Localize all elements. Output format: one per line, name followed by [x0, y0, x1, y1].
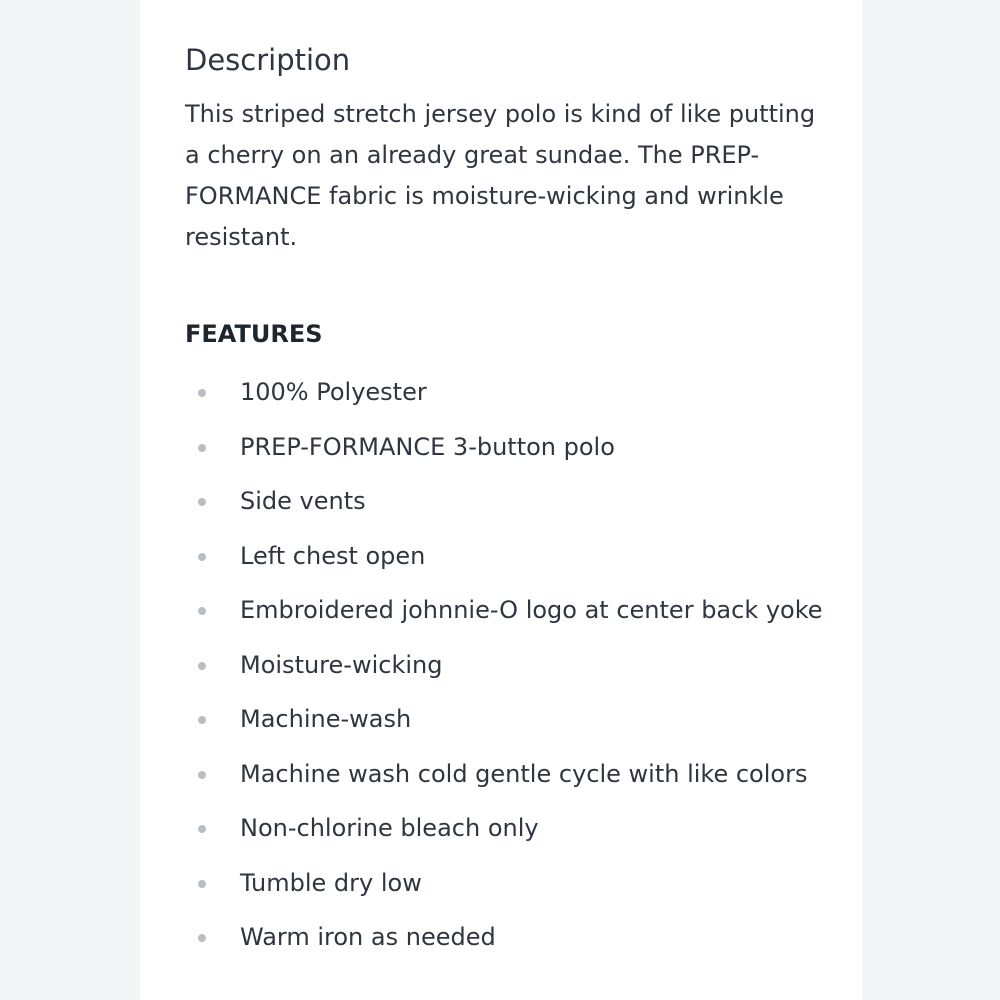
description-text: This striped stretch jersey polo is kind of like putting a cherry on an already great sundae. The PREP-FORMANCE fabric is moisture-wicking and wrinkle resistant.	[185, 100, 816, 251]
feature-item	[185, 808, 825, 849]
feature-item	[185, 754, 825, 795]
bullet-icon	[198, 934, 206, 942]
feature-item-label: Non-chlorine bleach only	[240, 814, 539, 842]
feature-item-label: Tumble dry low	[240, 868, 422, 897]
bullet-icon	[198, 444, 206, 452]
feature-item-label: PREP-FORMANCE 3-button polo	[240, 432, 615, 461]
feature-item	[185, 372, 825, 413]
description-heading: Description	[185, 43, 351, 77]
bullet-icon	[198, 771, 206, 779]
bullet-icon	[198, 607, 206, 615]
bullet-icon	[198, 389, 206, 397]
feature-item	[185, 590, 825, 631]
feature-item-label: Left chest open	[240, 541, 426, 570]
feature-item-label: Side vents	[240, 487, 366, 515]
product-details-panel	[140, 0, 862, 1000]
bullet-icon	[198, 553, 206, 561]
feature-item-label: 100% Polyester	[240, 378, 427, 406]
feature-item	[185, 917, 825, 958]
bullet-icon	[198, 880, 206, 888]
feature-item	[185, 699, 825, 740]
feature-item-label: Warm iron as needed	[240, 923, 496, 951]
feature-item	[185, 427, 825, 468]
feature-item-label: Machine wash cold gentle cycle with like colors	[240, 759, 808, 788]
feature-item-label: Moisture-wicking	[240, 650, 443, 679]
bullet-icon	[198, 716, 206, 724]
bullet-icon	[198, 825, 206, 833]
feature-item	[185, 645, 825, 686]
feature-item-label: Machine-wash	[240, 705, 412, 733]
bullet-icon	[198, 498, 206, 506]
product-details-content	[185, 38, 825, 972]
features-list	[185, 372, 825, 958]
feature-item	[185, 863, 825, 904]
features-heading: FEATURES	[185, 320, 323, 348]
feature-item	[185, 481, 825, 522]
feature-item	[185, 536, 825, 577]
bullet-icon	[198, 662, 206, 670]
feature-item-label: Embroidered johnnie-O logo at center back yoke	[240, 596, 823, 624]
